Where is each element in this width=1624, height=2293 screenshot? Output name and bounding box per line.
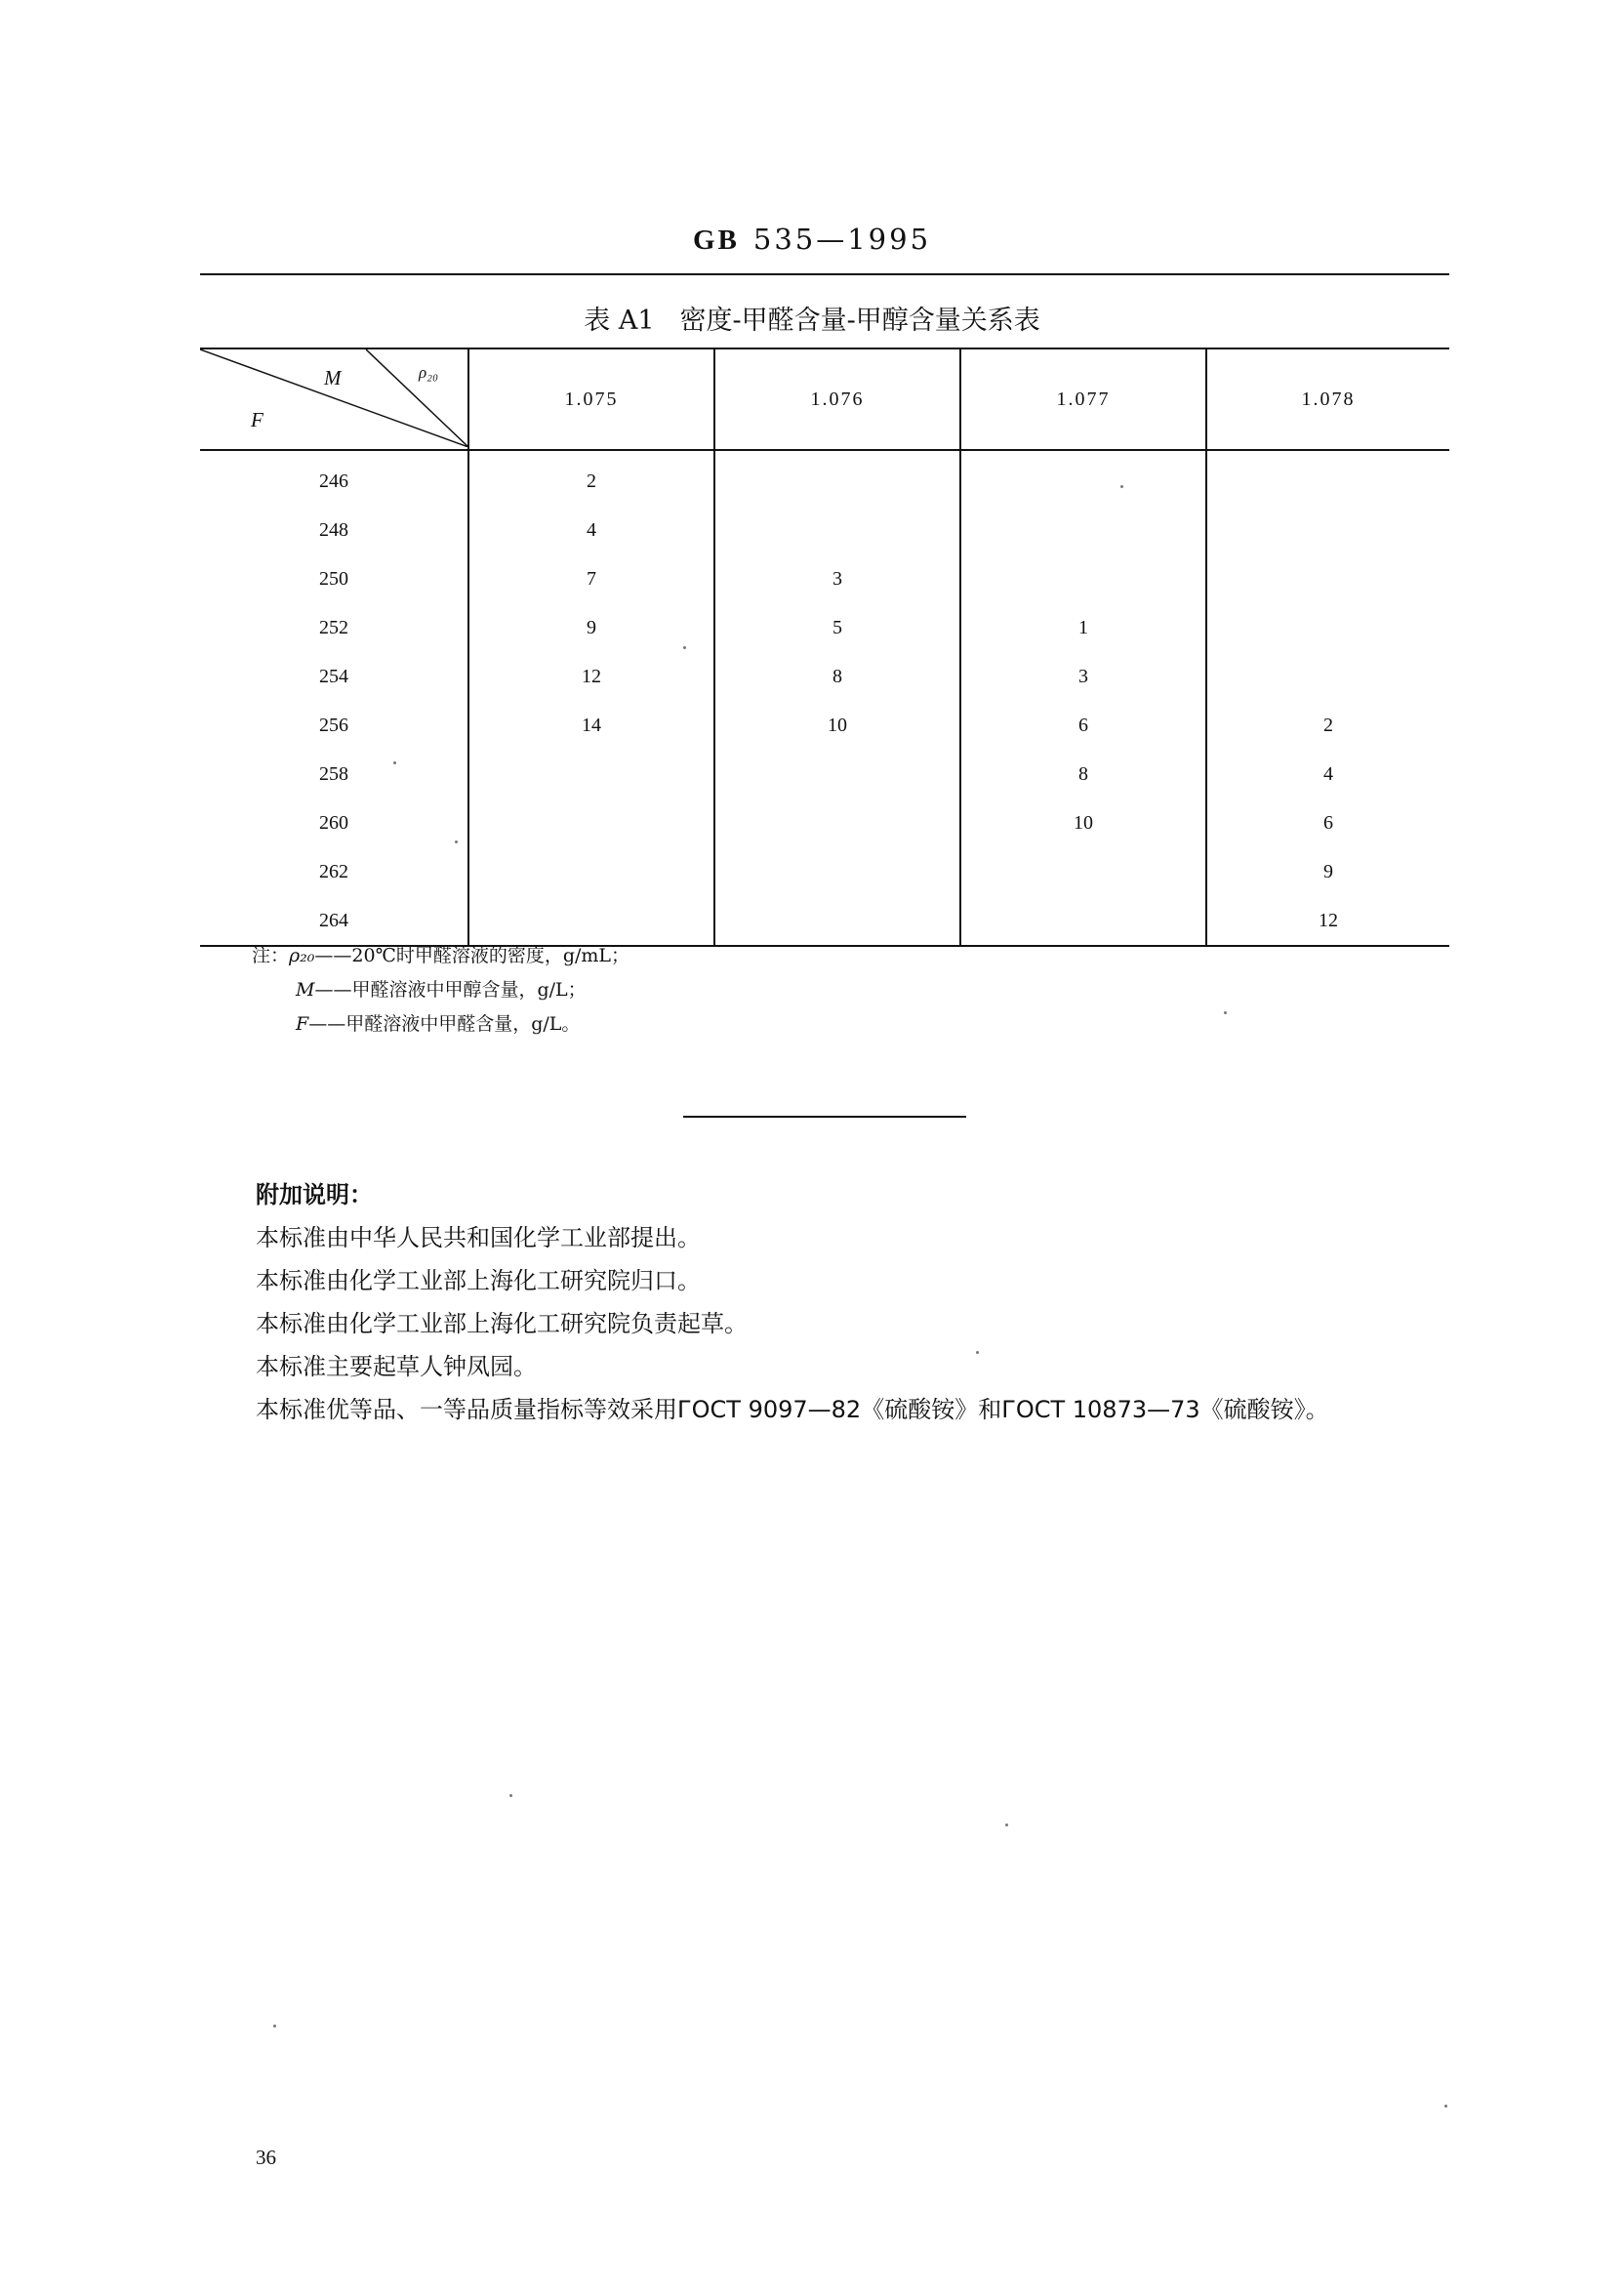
scan-speck xyxy=(393,761,396,764)
methanol-content-cell xyxy=(960,506,1206,554)
density-header: 1.076 xyxy=(714,348,960,450)
density-table xyxy=(200,348,1449,947)
methanol-content-cell: 2 xyxy=(1206,701,1449,750)
page-number: 36 xyxy=(256,2146,276,2169)
methanol-content-cell xyxy=(714,506,960,554)
formaldehyde-content-cell: 260 xyxy=(319,811,348,834)
table-label: 表 A1 xyxy=(584,306,655,336)
scan-speck xyxy=(455,840,458,843)
methanol-content-cell xyxy=(1206,450,1449,506)
scan-speck xyxy=(1444,2105,1447,2108)
formaldehyde-content-cell: 254 xyxy=(319,665,348,687)
density-header: 1.075 xyxy=(468,348,714,450)
table-row xyxy=(200,506,1449,554)
methanol-content-cell: 2 xyxy=(468,450,714,506)
methanol-content-cell xyxy=(1206,603,1449,652)
formaldehyde-content-cell: 250 xyxy=(319,567,348,590)
methanol-content-cell: 7 xyxy=(468,554,714,603)
methanol-content-cell xyxy=(714,750,960,798)
supplement-line: 本标准由化学工业部上海化工研究院归口。 xyxy=(256,1267,701,1294)
methanol-content-cell xyxy=(1206,554,1449,603)
formaldehyde-content-cell: 248 xyxy=(319,518,348,541)
formaldehyde-content-cell: 258 xyxy=(319,762,348,785)
density-header: 1.077 xyxy=(960,348,1206,450)
formaldehyde-content-cell: 246 xyxy=(319,470,348,492)
table-caption xyxy=(0,299,1624,337)
scan-speck xyxy=(976,1351,979,1354)
methanol-content-cell: 10 xyxy=(714,701,960,750)
scan-speck xyxy=(509,1794,512,1797)
scan-speck xyxy=(273,2025,276,2027)
formaldehyde-content-cell: 262 xyxy=(319,860,348,882)
methanol-content-cell: 14 xyxy=(468,701,714,750)
methanol-content-cell: 5 xyxy=(714,603,960,652)
formaldehyde-content-cell: 264 xyxy=(319,909,348,931)
methanol-content-cell: 9 xyxy=(468,603,714,652)
note-text: ——20℃时甲醛溶液的密度，g/mL； xyxy=(314,945,630,966)
note-line xyxy=(252,1007,629,1042)
table-header-row xyxy=(200,348,1449,450)
methanol-content-cell xyxy=(468,750,714,798)
formaldehyde-content-cell: 252 xyxy=(319,616,348,638)
methanol-content-cell: 1 xyxy=(960,603,1206,652)
methanol-content-cell xyxy=(960,896,1206,946)
table-row xyxy=(200,652,1449,701)
supplement-line: 本标准优等品、一等品质量指标等效采用ГОСТ 9097—82《硫酸铵》和ГОСТ 10873—73《硫酸铵》。 xyxy=(256,1396,1329,1423)
table-row xyxy=(200,554,1449,603)
header-rule xyxy=(200,273,1449,275)
methanol-content-cell xyxy=(468,847,714,896)
methanol-content-cell: 3 xyxy=(960,652,1206,701)
table-row xyxy=(200,701,1449,750)
methanol-content-cell xyxy=(1206,506,1449,554)
scan-speck xyxy=(683,646,686,649)
methanol-content-cell xyxy=(960,450,1206,506)
section-divider xyxy=(683,1116,966,1118)
note-text: ——甲醛溶液中甲醛含量，g/L。 xyxy=(308,1013,581,1035)
methanol-content-cell: 12 xyxy=(468,652,714,701)
table-row xyxy=(200,603,1449,652)
methanol-content-cell: 4 xyxy=(1206,750,1449,798)
note-symbol: ρ₂₀ xyxy=(289,945,315,966)
note-line xyxy=(252,939,629,973)
note-text: ——甲醛溶液中甲醇含量，g/L； xyxy=(314,979,587,1001)
methanol-content-cell: 10 xyxy=(960,798,1206,847)
supplement-line: 本标准由中华人民共和国化学工业部提出。 xyxy=(256,1224,701,1251)
methanol-content-cell xyxy=(468,798,714,847)
table-row xyxy=(200,450,1449,506)
standard-number: 535—1995 xyxy=(752,223,932,256)
methanol-content-cell xyxy=(714,847,960,896)
table-title: 密度-甲醛含量-甲醇含量关系表 xyxy=(679,306,1040,336)
note-symbol: F xyxy=(296,1013,309,1035)
methanol-content-cell xyxy=(1206,652,1449,701)
methanol-content-cell: 6 xyxy=(960,701,1206,750)
scan-speck xyxy=(1120,485,1123,488)
table-row xyxy=(200,847,1449,896)
supplement-line: 本标准由化学工业部上海化工研究院负责起草。 xyxy=(256,1310,748,1337)
supplement-title: 附加说明： xyxy=(256,1181,373,1208)
methanol-content-cell xyxy=(960,847,1206,896)
scan-speck xyxy=(1005,1823,1008,1826)
methanol-content-cell: 3 xyxy=(714,554,960,603)
methanol-content-cell: 6 xyxy=(1206,798,1449,847)
methanol-content-cell xyxy=(714,798,960,847)
methanol-content-cell: 9 xyxy=(1206,847,1449,896)
density-header: 1.078 xyxy=(1206,348,1449,450)
table-row xyxy=(200,798,1449,847)
methanol-content-cell: 8 xyxy=(714,652,960,701)
standard-prefix: GB xyxy=(692,225,740,256)
formaldehyde-content-cell: 256 xyxy=(319,714,348,736)
note-prefix: 注： xyxy=(252,945,290,966)
density-symbol: ρ₂₀ xyxy=(419,363,438,382)
note-symbol: M xyxy=(296,979,315,1001)
note-line xyxy=(252,973,629,1007)
supplement-line: 本标准主要起草人钟凤园。 xyxy=(256,1353,537,1380)
methanol-content-cell: 4 xyxy=(468,506,714,554)
table-notes xyxy=(252,939,629,1042)
table-row xyxy=(200,750,1449,798)
methanol-content-cell: 8 xyxy=(960,750,1206,798)
standard-header xyxy=(0,223,1624,257)
scan-speck xyxy=(1224,1011,1227,1014)
supplementary-notes xyxy=(256,1173,1329,1431)
diagonal-header-cell xyxy=(200,348,468,450)
methanol-content-cell: 12 xyxy=(1206,896,1449,946)
methanol-content-cell xyxy=(714,896,960,946)
methanol-content-cell xyxy=(960,554,1206,603)
methanol-symbol: M xyxy=(324,366,342,389)
table-body xyxy=(200,450,1449,946)
methanol-content-cell xyxy=(714,450,960,506)
formaldehyde-symbol: F xyxy=(251,408,264,431)
